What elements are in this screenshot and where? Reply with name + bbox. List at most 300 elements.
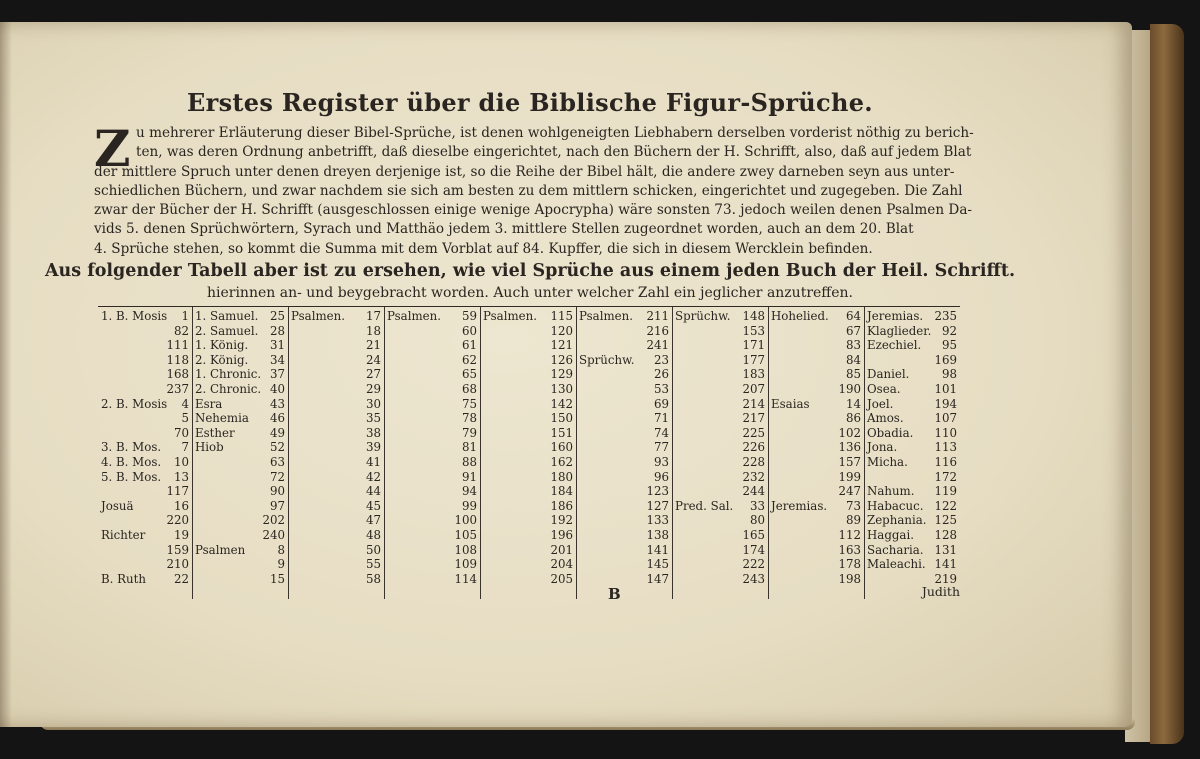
plate-number: 39 [365,440,381,455]
table-cell [192,455,288,470]
plate-number: 157 [838,455,861,469]
plate-number: 220 [166,513,189,528]
plate-number: 98 [941,367,957,382]
table-cell [768,426,864,441]
book-name: Obadia. [867,425,914,440]
table-cell [480,528,576,543]
table-cell [480,338,576,353]
table-cell [768,367,864,382]
table-cell [576,499,672,514]
table-column [768,307,865,599]
table-cell [98,499,192,514]
table-cell [384,513,480,528]
table-cell [480,367,576,382]
register-table [98,306,960,599]
plate-number: 168 [166,367,189,382]
plate-number: 204 [550,557,573,572]
plate-number: 18 [365,323,381,338]
plate-number: 28 [269,323,285,338]
book-name: Ezechiel. [867,338,922,353]
drop-initial: Z [94,119,131,178]
table-cell [384,440,480,455]
table-cell [98,353,192,368]
plate-number: 60 [461,323,477,338]
plate-number: 190 [838,382,861,396]
plate-number: 141 [934,557,957,572]
plate-number: 159 [166,542,189,557]
table-cell [192,470,288,485]
plate-number: 31 [269,338,285,353]
plate-number: 45 [365,498,381,513]
table-subheading: hierinnen an- und beygebracht worden. Auch unter welcher Zahl ein jeglicher anzutreffen. [206,285,854,301]
plate-number: 13 [173,469,189,484]
table-cell [480,572,576,587]
plate-number: 19 [173,528,189,542]
book-name: 3. B. Mos. [101,440,162,455]
table-cell [98,470,192,485]
book-name: Joel. [867,396,894,411]
plate-number: 38 [365,425,381,440]
table-cell [480,397,576,412]
book-name: Zephania. [867,513,927,528]
table-cell [864,411,960,426]
table-cell [576,440,672,455]
table-cell [98,324,192,339]
plate-number: 153 [742,323,765,338]
table-cell [768,324,864,339]
table-cell [768,338,864,353]
table-cell [288,367,384,382]
plate-number: 129 [550,367,573,382]
table-cell [480,382,576,397]
plate-number: 68 [461,382,477,396]
table-cell [576,353,672,368]
plate-number: 121 [550,338,573,353]
book-name: 5. B. Mos. [101,469,162,484]
table-cell [288,455,384,470]
table-cell [384,309,480,324]
plate-number: 37 [269,367,285,382]
table-cell [288,499,384,514]
plate-number: 111 [166,338,189,353]
plate-number: 198 [838,571,861,586]
plate-number: 130 [550,382,573,396]
plate-number: 178 [838,557,861,572]
book-name: 1. B. Mosis [101,309,168,323]
table-cell [288,397,384,412]
table-cell [384,367,480,382]
plate-number: 63 [269,455,285,469]
plate-number: 78 [461,411,477,426]
plate-number: 22 [173,571,189,586]
table-cell [768,528,864,543]
table-cell [384,572,480,587]
plate-number: 102 [838,425,861,440]
plate-number: 70 [173,425,189,440]
plate-number: 14 [845,396,861,411]
table-cell [672,324,768,339]
table-cell [864,338,960,353]
table-cell [672,513,768,528]
table-cell [864,324,960,339]
book-name: 2. B. Mosis [101,396,168,411]
table-cell [768,513,864,528]
plate-number: 7 [181,440,189,455]
table-cell [288,353,384,368]
book-name: Maleachi. [867,557,926,572]
table-cell [864,557,960,572]
plate-number: 247 [838,484,861,499]
plate-number: 88 [461,455,477,469]
table-cell [384,528,480,543]
table-cell [384,557,480,572]
plate-number: 244 [742,484,765,499]
table-cell [576,426,672,441]
plate-number: 199 [838,469,861,484]
plate-number: 222 [742,557,765,572]
table-cell [98,440,192,455]
plate-number: 26 [653,367,669,382]
plate-number: 34 [269,352,285,367]
table-cell [288,557,384,572]
book-name: Psalmen. [483,309,537,323]
plate-number: 214 [742,396,765,411]
table-cell [288,411,384,426]
table-cell [288,382,384,397]
table-cell [672,572,768,587]
book-name: Esaias [771,396,810,411]
plate-number: 145 [646,557,669,572]
table-cell [288,440,384,455]
plate-number: 52 [269,440,285,455]
table-cell [192,397,288,412]
plate-number: 235 [934,309,957,323]
book-name: Richter [101,528,146,542]
book-name: Hohelied. [771,309,829,323]
table-cell [672,309,768,324]
table-cell [672,367,768,382]
table-cell [864,499,960,514]
table-cell [98,411,192,426]
plate-number: 150 [550,411,573,426]
plate-number: 177 [742,352,765,367]
plate-number: 67 [845,323,861,338]
plate-number: 35 [365,411,381,426]
plate-number: 174 [742,542,765,557]
plate-number: 84 [845,352,861,367]
plate-number: 165 [742,528,765,542]
table-cell [192,309,288,324]
plate-number: 4 [181,396,189,411]
table-cell [768,499,864,514]
table-cell [192,367,288,382]
plate-number: 1 [181,309,189,323]
table-cell [672,455,768,470]
table-cell [480,543,576,558]
plate-number: 72 [269,469,285,484]
table-cell [98,572,192,587]
table-cell [192,513,288,528]
plate-number: 116 [934,455,957,469]
plate-number: 211 [646,309,669,323]
table-column [98,307,193,599]
plate-number: 100 [454,513,477,528]
table-cell [192,484,288,499]
table-column [576,307,673,599]
table-cell [288,543,384,558]
plate-number: 46 [269,411,285,426]
table-cell [768,557,864,572]
plate-number: 148 [742,309,765,323]
plate-number: 237 [166,382,189,396]
table-cell [288,324,384,339]
plate-number: 122 [934,498,957,513]
plate-number: 62 [461,352,477,367]
table-cell [98,397,192,412]
plate-number: 81 [461,440,477,455]
table-cell [480,440,576,455]
plate-number: 101 [934,382,957,396]
book-name: Sprüchw. [579,352,635,367]
table-cell [864,440,960,455]
table-cell [672,499,768,514]
table-cell [768,309,864,324]
plate-number: 91 [461,469,477,484]
plate-number: 16 [173,498,189,513]
table-cell [384,484,480,499]
table-cell [576,309,672,324]
table-cell [288,484,384,499]
plate-number: 117 [166,484,189,499]
plate-number: 125 [934,513,957,528]
plate-number: 169 [934,352,957,367]
plate-number: 112 [838,528,861,542]
table-cell [192,382,288,397]
plate-number: 82 [173,323,189,338]
plate-number: 131 [934,542,957,557]
plate-number: 142 [550,396,573,411]
plate-number: 80 [749,513,765,528]
table-cell [98,513,192,528]
table-cell [576,528,672,543]
table-cell [192,572,288,587]
plate-number: 71 [653,411,669,426]
plate-number: 113 [934,440,957,455]
plate-number: 69 [653,396,669,411]
plate-number: 217 [742,411,765,426]
table-cell [384,455,480,470]
plate-number: 201 [550,542,573,557]
plate-number: 115 [550,309,573,323]
table-cell [672,382,768,397]
table-cell [98,426,192,441]
table-cell [384,353,480,368]
plate-number: 41 [365,455,381,469]
table-cell [864,528,960,543]
book-name: Sprüchw. [675,309,731,323]
plate-number: 105 [454,528,477,542]
table-cell [576,324,672,339]
table-cell [672,440,768,455]
plate-number: 207 [742,382,765,396]
table-cell [768,411,864,426]
table-cell [864,397,960,412]
plate-number: 151 [550,425,573,440]
table-cell [672,338,768,353]
book-name: Habacuc. [867,498,924,513]
table-cell [192,557,288,572]
plate-number: 42 [365,469,381,484]
plate-number: 216 [646,323,669,338]
book-name: 2. Chronic. [195,382,262,396]
plate-number: 196 [550,528,573,542]
intro-line: ten, was deren Ordnung anbetrifft, daß dieselbe eingerichtet, nach den Büchern der H. Schrifft, also, daß auf jedem Blat [136,144,972,161]
table-cell [864,513,960,528]
book-name: Psalmen. [579,309,633,323]
plate-number: 33 [749,498,765,513]
table-cell [864,543,960,558]
plate-number: 119 [934,484,957,499]
table-cell [768,353,864,368]
intro-line: 4. Sprüche stehen, so kommt die Summa mit dem Vorblat auf 84. Kupffer, die sich in diesem Wercklein befinden. [94,240,873,257]
table-cell [576,470,672,485]
plate-number: 136 [838,440,861,455]
plate-number: 64 [845,309,861,323]
table-cell [864,309,960,324]
page-title: Erstes Register über die Biblische Figur-Sprüche. [187,88,873,117]
table-cell [384,499,480,514]
table-cell [672,411,768,426]
plate-number: 24 [365,352,381,367]
table-cell [384,382,480,397]
table-cell [288,572,384,587]
table-column [288,307,385,599]
table-cell [384,470,480,485]
plate-number: 97 [269,498,285,513]
catchword: Judith [921,584,960,599]
table-cell [672,426,768,441]
table-cell [672,353,768,368]
plate-number: 108 [454,542,477,557]
table-cell [192,324,288,339]
book-name: 1. Samuel. [195,309,259,323]
table-cell [480,499,576,514]
plate-number: 65 [461,367,477,382]
plate-number: 50 [365,542,381,557]
plate-number: 9 [277,557,285,572]
table-cell [864,484,960,499]
table-cell [192,353,288,368]
book-name: B. Ruth [101,571,146,586]
book-name: Nahum. [867,484,915,499]
book-cover-edge [1150,24,1184,744]
table-cell [768,543,864,558]
book-name: Pred. Sal. [675,498,734,513]
plate-number: 93 [653,455,669,469]
table-cell [192,411,288,426]
plate-number: 95 [941,338,957,353]
book-name: 1. König. [195,338,249,353]
plate-number: 210 [166,557,189,572]
plate-number: 163 [838,542,861,557]
table-cell [672,397,768,412]
table-cell [98,557,192,572]
table-cell [98,455,192,470]
table-cell [288,470,384,485]
plate-number: 25 [269,309,285,323]
table-cell [672,557,768,572]
table-cell [384,411,480,426]
table-cell [672,470,768,485]
plate-number: 53 [653,382,669,396]
book-name: Josuä [101,498,134,513]
plate-number: 160 [550,440,573,455]
plate-number: 240 [262,528,285,542]
table-cell [576,382,672,397]
book-name: 4. B. Mos. [101,455,162,469]
table-cell [192,528,288,543]
plate-number: 94 [461,484,477,499]
table-heading: Aus folgender Tabell aber ist zu ersehen, wie viel Sprüche aus einem jeden Buch der Heil. Schrifft. [44,261,1016,281]
plate-number: 85 [845,367,861,382]
table-cell [864,470,960,485]
table-cell [576,572,672,587]
book-name: Psalmen. [291,309,345,323]
plate-number: 47 [365,513,381,528]
table-cell [480,411,576,426]
book-name: 2. König. [195,352,249,367]
plate-number: 21 [365,338,381,353]
signature-mark: B [608,585,621,603]
plate-number: 133 [646,513,669,528]
plate-number: 118 [166,352,189,367]
table-cell [576,411,672,426]
plate-number: 92 [941,323,957,338]
plate-number: 241 [646,338,669,353]
plate-number: 43 [269,396,285,411]
plate-number: 96 [653,469,669,484]
table-cell [480,324,576,339]
plate-number: 58 [365,571,381,586]
table-cell [480,484,576,499]
plate-number: 126 [550,352,573,367]
table-cell [192,499,288,514]
plate-number: 23 [653,352,669,367]
table-cell [288,513,384,528]
plate-number: 127 [646,498,669,513]
book-name: 1. Chronic. [195,367,262,382]
table-cell [288,338,384,353]
plate-number: 49 [269,425,285,440]
plate-number: 171 [742,338,765,353]
intro-line: der mittlere Spruch unter denen dreyen derjenige ist, so die Reihe der Bibel hält, die andere zwey darneben seyn aus unter- [94,163,955,180]
plate-number: 74 [653,425,669,440]
table-cell [384,338,480,353]
table-cell [98,382,192,397]
plate-number: 75 [461,396,477,411]
book-name: Psalmen [195,542,246,557]
table-cell [576,397,672,412]
table-cell [384,324,480,339]
plate-number: 10 [173,455,189,469]
table-column [864,307,960,599]
plate-number: 184 [550,484,573,499]
plate-number: 228 [742,455,765,469]
book-name: Jeremias. [867,309,924,323]
table-cell [768,455,864,470]
book-name: Hiob [195,440,224,455]
plate-number: 243 [742,571,765,586]
